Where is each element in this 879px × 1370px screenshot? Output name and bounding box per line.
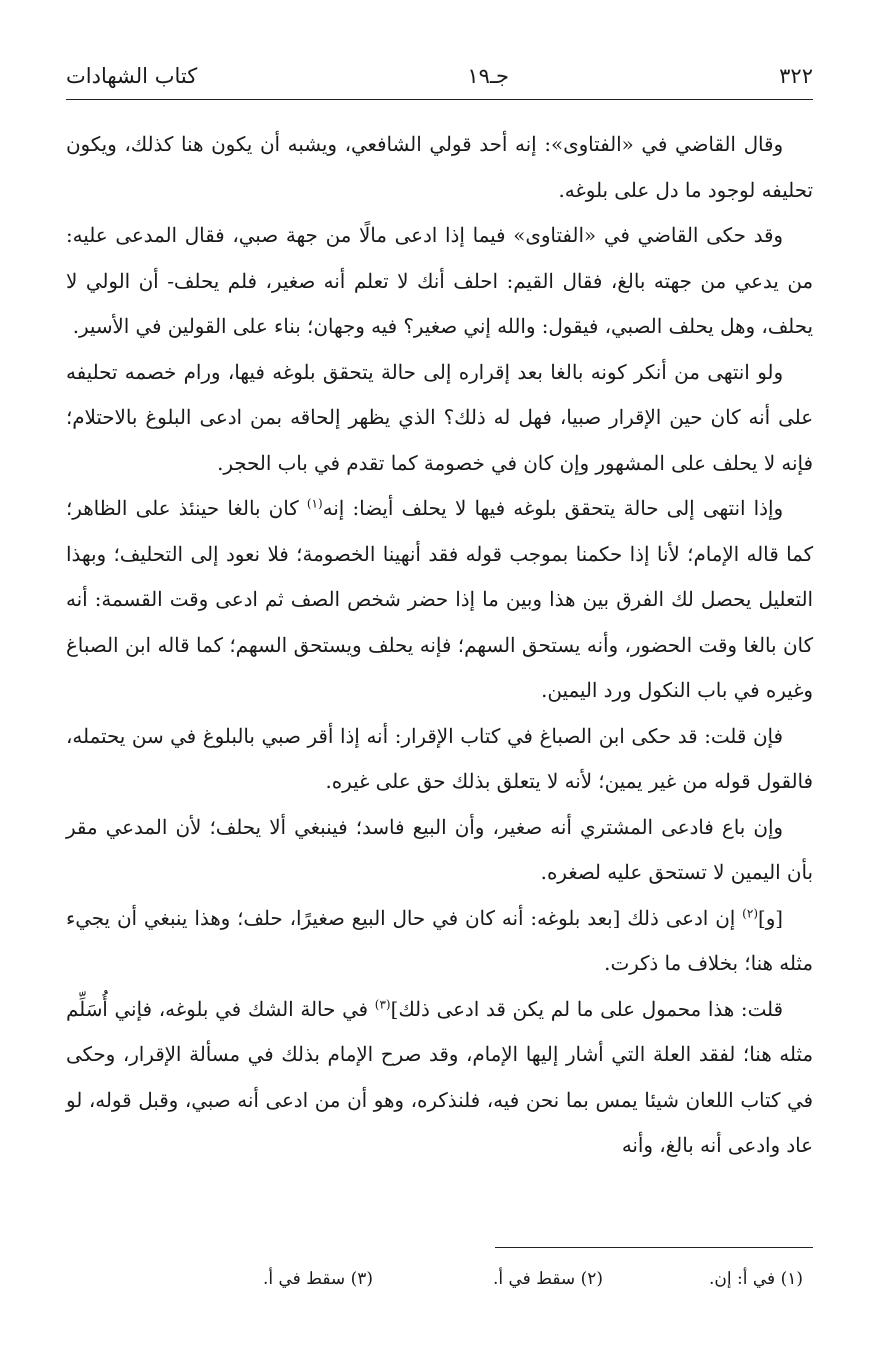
chapter-title: كتاب الشهادات bbox=[66, 64, 198, 88]
footnote-divider bbox=[495, 1247, 813, 1248]
footnotes bbox=[66, 1262, 813, 1296]
footnote-marker: (٢) bbox=[742, 905, 758, 920]
paragraph-text: في حالة الشك في بلوغه، فإني أُسَلِّم مثله هنا؛ لفقد العلة التي أشار إليها الإمام، وقد صرح الإمام بذلك في مسألة الإقرار، وحكى في كتاب اللعان شيئا يمس بما نحن فيه، فلنذكره، وهو أن من ادعى أنه صبي، وقبل قوله، لو عاد وادعى أنه بالغ، وأنه bbox=[66, 997, 813, 1157]
paragraph: فإن قلت: قد حكى ابن الصباغ في كتاب الإقرار: أنه إذا أقر صبي بالبلوغ في سن يحتمله، فالقول قوله من غير يمين؛ لأنه لا يتعلق بذلك حق على غيره. bbox=[66, 724, 813, 793]
paragraph: وإن باع فادعى المشتري أنه صغير، وأن البيع فاسد؛ فينبغي ألا يحلف؛ لأن المدعي مقر بأن اليمين لا تستحق عليه لصغره. bbox=[66, 815, 813, 884]
volume-label: جـ١٩ bbox=[467, 64, 510, 88]
paragraph-text: [و] bbox=[758, 906, 783, 930]
footnote-1: (١) في أ: إن. bbox=[709, 1269, 803, 1289]
footnote-3: (٣) سقط في أ. bbox=[262, 1269, 373, 1289]
footnote-marker: (٣) bbox=[374, 996, 391, 1011]
paragraph: وقال القاضي في «الفتاوى»: إنه أحد قولي الشافعي، ويشبه أن يكون هنا كذلك، ويكون تحليفه لوجود ما دل على بلوغه. bbox=[66, 133, 813, 202]
paragraph bbox=[66, 987, 813, 1169]
paragraph-text: وإذا انتهى إلى حالة يتحقق بلوغه فيها لا يحلف أيضا: إنه bbox=[322, 497, 783, 520]
paragraph bbox=[66, 486, 813, 714]
running-header bbox=[66, 58, 813, 94]
footnote-marker: (١) bbox=[306, 496, 323, 511]
paragraph-text: كان بالغا حينئذ على الظاهر؛ كما قاله الإمام؛ لأنا إذا حكمنا بموجب قوله فقد أنهينا الخصومة؛ فلا نعود إلى التحليف؛ وبهذا التعليل يحصل لك الفرق بين هذا وبين ما إذا حضر شخص الصف ثم ادعى وقت القسمة: أنه كان بالغا وقت الحضور، وأنه يستحق السهم؛ فإنه يحلف ويستحق السهم؛ كما قاله ابن الصباغ وغيره في باب النكول ورد اليمين. bbox=[66, 497, 813, 702]
header-divider bbox=[66, 99, 813, 100]
paragraph: وقد حكى القاضي في «الفتاوى» فيما إذا ادعى مالًا من جهة صبي، فقال المدعى عليه: من يدعي من جهته بالغ، فقال القيم: احلف أنك لا تعلم أنه صغير، فلم يحلف- أن الولي لا يحلف، وهل يحلف الصبي، فيقول: والله إني صغير؟ فيه وجهان؛ بناء على القولين في الأسير. bbox=[66, 224, 813, 338]
page-number: ٣٢٢ bbox=[779, 64, 813, 88]
paragraph: ولو انتهى من أنكر كونه بالغا بعد إقراره إلى حالة يتحقق بلوغه فيها، ورام خصمه تحليفه على أنه كان حين الإقرار صبيا، فهل له ذلك؟ الذي يظهر إلحاقه بمن ادعى البلوغ بالاحتلام؛ فإنه لا يحلف على المشهور وإن كان في خصومة كما تقدم في باب الحجر. bbox=[66, 360, 813, 475]
paragraph-text: قلت: هذا محمول على ما لم يكن قد ادعى ذلك] bbox=[390, 997, 783, 1021]
main-text bbox=[66, 122, 813, 1169]
paragraph bbox=[66, 896, 813, 987]
paragraph-text: إن ادعى ذلك [بعد بلوغه: أنه كان في حال البيع صغيرًا، حلف؛ وهذا ينبغي أن يجيء مثله هنا؛ بخلاف ما ذكرت. bbox=[66, 906, 813, 975]
footnote-2: (٢) سقط في أ. bbox=[492, 1269, 603, 1289]
